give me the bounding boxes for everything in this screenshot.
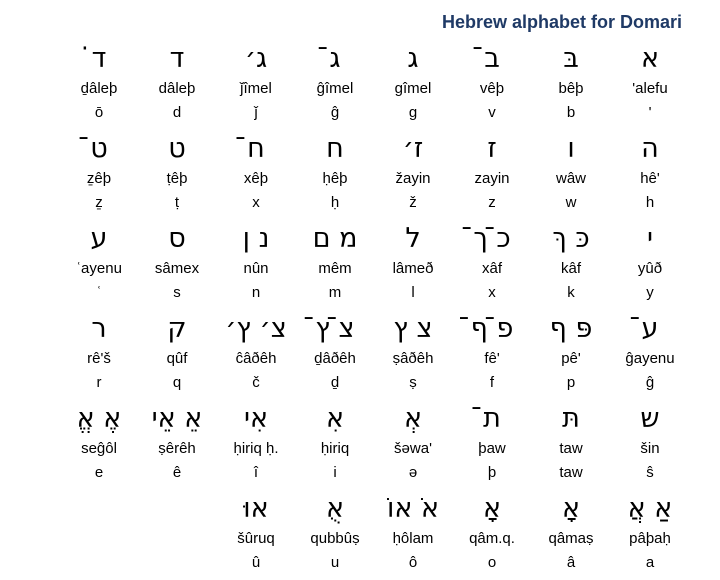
letter-name: lâmeð [392,260,434,277]
letter-cell [453,220,531,310]
hebrew-glyph [138,492,216,526]
letter-name: þaw [478,440,506,457]
hebrew-glyph: י [646,223,654,254]
transliteration: v [488,104,496,121]
transliteration: û [251,554,261,571]
letter-cell [296,400,374,490]
alphabet-row [60,490,700,580]
letter-name: bêþ [558,80,584,97]
letter-cell [374,400,452,490]
hebrew-glyph: צ׳ ץ׳ [225,313,287,344]
letter-cell [611,130,689,220]
letter-name: vêþ [479,80,505,97]
letter-cell [453,400,531,490]
transliteration: taw [559,464,583,481]
letter-name: rê'š [87,350,111,367]
hebrew-glyph: אֵ אֵי [151,403,203,434]
letter-name: ǰîmel [240,80,272,97]
letter-name: žayin [395,170,431,187]
letter-cell [374,40,452,130]
hebrew-glyph [60,492,138,526]
transliteration: þ [487,464,497,481]
transliteration: k [567,284,575,301]
letter-cell [60,310,138,400]
hebrew-glyph: אֹ אוֹ [386,493,440,524]
transliteration: i [333,464,337,481]
letter-cell [532,40,610,130]
letter-name: pâþaḥ [629,530,671,547]
letter-cell [374,220,452,310]
hebrew-glyph: א [640,43,660,74]
letter-cell [611,220,689,310]
letter-cell [60,220,138,310]
letter-name: ḏâðêh [314,350,356,367]
hebrew-glyph: אְ [403,403,423,434]
alphabet-row [60,40,700,130]
letter-cell [374,490,452,580]
letter-cell [60,490,138,580]
alphabet-row [60,400,700,490]
letter-name: pê' [561,350,581,367]
letter-cell [611,400,689,490]
hebrew-glyph: ש [640,403,660,434]
hebrew-glyph: ב̄ [484,43,500,74]
letter-cell [138,130,216,220]
transliteration: r [96,374,102,391]
letter-name: ʿayenu [76,260,122,277]
hebrew-glyph: ח [326,133,344,164]
transliteration: č [252,374,260,391]
transliteration: z [488,194,496,211]
letter-name: šəwa' [394,440,432,457]
letter-cell [217,490,295,580]
letter-name: ẕêþ [86,170,112,187]
letter-cell [453,130,531,220]
hebrew-glyph: צ̄ ץ̄ [315,313,355,344]
letter-cell [374,310,452,400]
letter-cell [532,220,610,310]
letter-cell [217,40,295,130]
transliteration: g [408,104,418,121]
transliteration: ō [94,104,104,121]
letter-name: seĝôl [81,440,117,457]
letter-name: nûn [243,260,269,277]
letter-cell [138,310,216,400]
letter-cell [217,310,295,400]
letter-cell [296,40,374,130]
hebrew-glyph: ד [169,43,185,74]
letter-name: wâw [555,170,586,187]
hebrew-glyph: ג̄ [329,43,341,74]
transliteration: d [172,104,182,121]
letter-name: dâleþ [158,80,196,97]
hebrew-glyph: מ ם [312,223,358,254]
letter-name: ḥiriq ḥ. [233,440,279,457]
letter-cell [296,130,374,220]
transliteration: ĝ [645,374,655,391]
letter-name: ṣâðêh [392,350,434,367]
letter-cell [611,490,689,580]
hebrew-glyph: ק [167,313,187,344]
letter-cell [296,490,374,580]
letter-cell [532,130,610,220]
letter-name: ṣêrêh [158,440,196,457]
transliteration: b [566,104,576,121]
letter-name: ḥiriq [320,440,350,457]
hebrew-glyph: כּ ךּ [552,223,590,254]
hebrew-glyph: אוּ [243,493,269,524]
letter-name: šûruq [237,530,275,547]
hebrew-glyph: פּ ף [549,313,593,344]
letter-name: hê' [640,170,660,187]
hebrew-glyph: אָ [482,493,502,524]
hebrew-glyph: תּ [562,403,580,434]
letter-name: ĉâðêh [235,350,277,367]
letter-cell [138,40,216,130]
transliteration: ê [172,464,182,481]
transliteration: ŝ [646,464,654,481]
hebrew-glyph: פ̄ ף̄ [470,313,514,344]
letter-cell [532,310,610,400]
letter-name: yûð [637,260,663,277]
page-title: Hebrew alphabet for Domari [441,12,682,32]
hebrew-glyph: ה [641,133,659,164]
letter-cell [217,130,295,220]
hebrew-glyph: ע̄ [641,313,659,344]
letter-name: ĝayenu [625,350,675,367]
letter-cell [453,310,531,400]
transliteration: n [251,284,261,301]
transliteration: ṭ [174,194,180,211]
hebrew-glyph: ח̄ [247,133,265,164]
transliteration: u [330,554,340,571]
transliteration: p [566,374,576,391]
transliteration: l [411,284,415,301]
letter-cell [60,130,138,220]
hebrew-glyph: ד̇ [91,43,107,74]
transliteration: î [253,464,259,481]
letter-name: taw [559,440,583,457]
transliteration: ẕ [95,194,103,211]
letter-name: ḏâleþ [80,80,118,97]
letter-cell [374,130,452,220]
hebrew-glyph: אַ אֲ [627,493,673,524]
hebrew-glyph: ע [90,223,108,254]
transliteration: ḥ [330,194,340,211]
letter-cell [138,400,216,490]
letter-cell [453,490,531,580]
letter-cell [532,400,610,490]
letter-name: ḥôlam [392,530,434,547]
letter-cell [217,220,295,310]
letter-name: xâf [481,260,502,277]
transliteration: e [94,464,104,481]
hebrew-glyph: אָ [561,493,581,524]
hebrew-glyph: אִי [243,403,269,434]
letter-cell [453,40,531,130]
transliteration: y [646,284,654,301]
transliteration: â [566,554,576,571]
hebrew-glyph: ו [567,133,575,164]
hebrew-glyph: ר [91,313,107,344]
letter-name: qubbûṣ [310,530,360,547]
transliteration: x [252,194,260,211]
transliteration: ə [408,464,418,481]
letter-name: šin [640,440,660,457]
letter-cell [60,400,138,490]
transliteration: m [328,284,342,301]
letter-cell [611,310,689,400]
letter-name: zayin [474,170,510,187]
transliteration: a [645,554,655,571]
letter-name: 'alefu [632,80,668,97]
hebrew-glyph: ת̄ [483,403,501,434]
hebrew-glyph: כ̄ ך̄ [473,223,511,254]
hebrew-glyph: ז [487,133,497,164]
transliteration: s [173,284,181,301]
alphabet-row [60,310,700,400]
letter-name: kâf [560,260,581,277]
letter-name: ṭêþ [166,170,188,187]
transliteration: q [172,374,182,391]
hebrew-glyph: ג [407,43,419,74]
letter-cell [217,400,295,490]
transliteration: ' [648,104,652,121]
alphabet-row [60,130,700,220]
letter-name: xêþ [243,170,269,187]
transliteration: w [565,194,577,211]
transliteration: ž [409,194,417,211]
transliteration: f [489,374,495,391]
letter-name: sâmex [154,260,200,277]
hebrew-glyph: ט̄ [90,133,108,164]
letter-cell [138,220,216,310]
transliteration: ǰ [254,104,258,121]
transliteration: ʿ [96,284,102,301]
letter-cell [296,310,374,400]
hebrew-glyph: ל [405,223,421,254]
transliteration: ṣ [409,374,417,391]
letter-name: ḥêþ [322,170,348,187]
letter-name: mêm [318,260,352,277]
letter-name: qâm.q. [469,530,515,547]
letter-name: ĝîmel [316,80,354,97]
hebrew-glyph: ט [168,133,186,164]
alphabet-row [60,220,700,310]
alphabet-grid [60,40,700,577]
hebrew-glyph: אֻ [325,493,345,524]
hebrew-glyph: ג׳ [244,43,268,74]
letter-name: qûf [166,350,188,367]
transliteration: ḏ [330,374,340,391]
transliteration: ĝ [330,104,340,121]
letter-cell [611,40,689,130]
transliteration: h [645,194,655,211]
hebrew-glyph: ס [168,223,186,254]
letter-name: gîmel [394,80,432,97]
letter-cell [60,40,138,130]
letter-name: qâmaṣ [548,530,594,547]
transliteration: x [488,284,496,301]
letter-cell [532,490,610,580]
letter-cell [138,490,216,580]
hebrew-glyph: ז׳ [402,133,424,164]
hebrew-glyph: בּ [563,43,579,74]
transliteration: o [487,554,497,571]
letter-cell [296,220,374,310]
hebrew-glyph: אִ [325,403,345,434]
hebrew-glyph: צ ץ [393,313,433,344]
hebrew-glyph: אֶ אֱ [76,403,122,434]
letter-name: fê' [484,350,500,367]
hebrew-glyph: נ ן [242,223,270,254]
transliteration: ô [408,554,418,571]
